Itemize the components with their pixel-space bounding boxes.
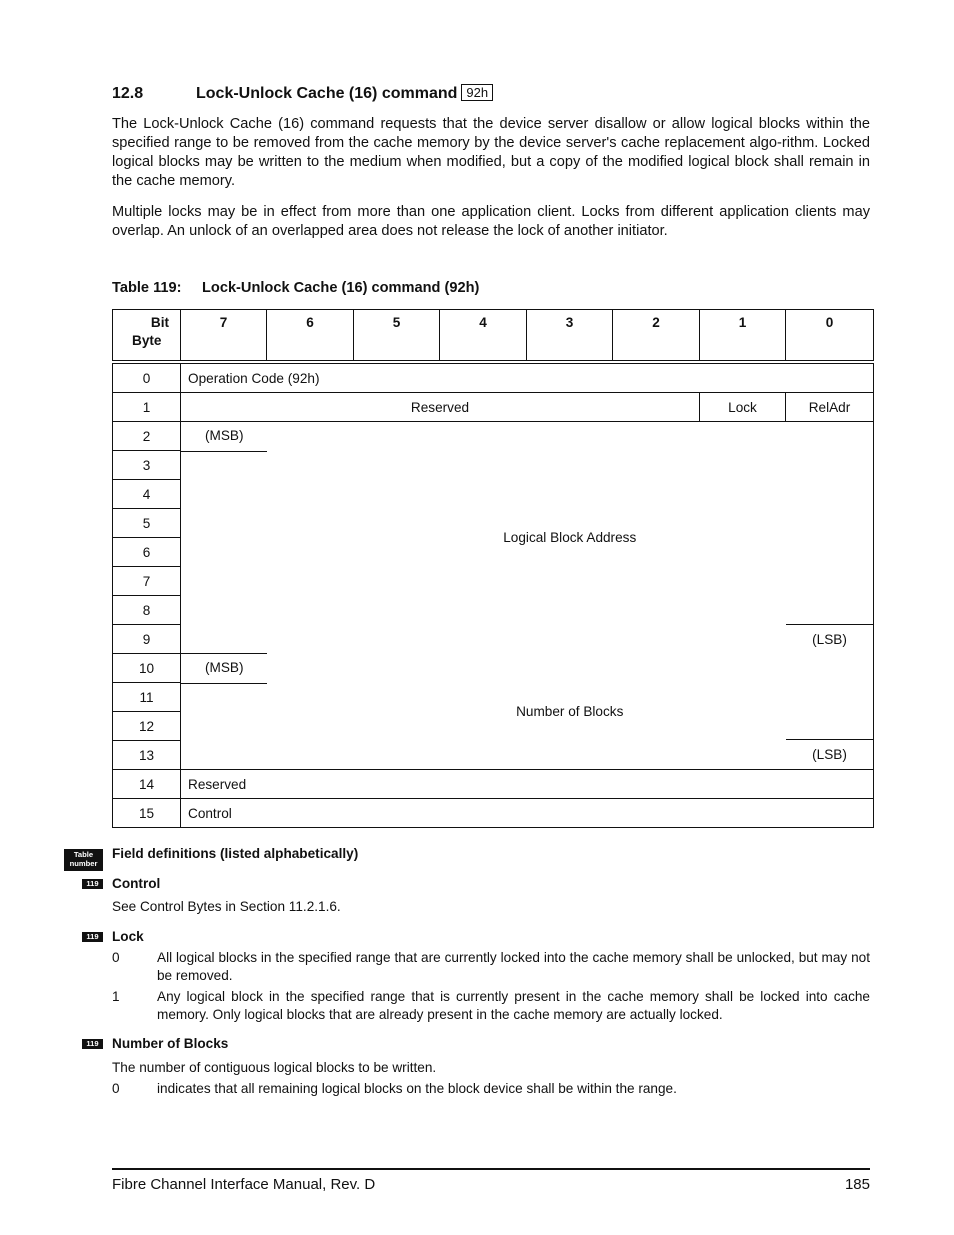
- reserved-byte-14: Reserved: [181, 770, 874, 799]
- bit-col-1: 1: [700, 310, 786, 363]
- byte-number: 3: [113, 451, 181, 480]
- byte-number: 4: [113, 480, 181, 509]
- operation-code-field: Operation Code (92h): [181, 362, 874, 393]
- bit-col-3: 3: [527, 310, 613, 363]
- cdb-table: [112, 309, 874, 828]
- bit-col-0: 0: [786, 310, 874, 363]
- table-row: [113, 654, 874, 683]
- bit-col-7: 7: [181, 310, 267, 363]
- bit-col-2: 2: [613, 310, 700, 363]
- table-row: [113, 362, 874, 393]
- byte-number: 2: [113, 422, 181, 451]
- bit-label: Bit: [150, 315, 169, 330]
- byte-number: 6: [113, 538, 181, 567]
- opcode-box: 92h: [461, 84, 493, 101]
- table-caption: [112, 280, 479, 296]
- nob-lsb-label: (LSB): [812, 747, 847, 762]
- byte-number: 13: [113, 741, 181, 770]
- lock-field: Lock: [700, 393, 786, 422]
- value-desc: All logical blocks in the specified range that are currently locked into the cache memory shall be unlocked, but may not be removed.: [157, 950, 870, 983]
- footer-rule: [112, 1168, 870, 1170]
- byte-number: 8: [113, 596, 181, 625]
- byte-number: 10: [113, 654, 181, 683]
- value-key: 1: [112, 989, 120, 1004]
- table-ref-tag: 119: [82, 879, 103, 889]
- byte-number: 11: [113, 683, 181, 712]
- table-row: [113, 770, 874, 799]
- table-row: [113, 422, 874, 451]
- table-header-row: [113, 310, 874, 363]
- number-of-blocks-label: Number of Blocks: [516, 703, 624, 719]
- reserved-field: Reserved: [181, 393, 700, 422]
- field-lock-values: [112, 949, 870, 1027]
- lba-field: [267, 422, 874, 654]
- table-ref-tag: 119: [82, 932, 103, 942]
- section-number: 12.8: [112, 85, 144, 102]
- byte-label: Byte: [132, 333, 162, 348]
- control-field: Control: [181, 799, 874, 828]
- byte-number: 15: [113, 799, 181, 828]
- lba-label: Logical Block Address: [503, 530, 637, 546]
- byte-number: 12: [113, 712, 181, 741]
- byte-number: 0: [113, 362, 181, 393]
- list-item: [112, 988, 870, 1024]
- list-item: [112, 1080, 870, 1098]
- nob-lsb-cell: [786, 739, 873, 769]
- lba-msb-cell: [181, 422, 267, 451]
- byte-number: 14: [113, 770, 181, 799]
- nob-msb-cell: [181, 654, 267, 683]
- lba-msb-label: (MSB): [205, 428, 244, 443]
- field-number-of-blocks-name: Number of Blocks: [112, 1036, 229, 1051]
- field-definitions-header: Field definitions (listed alphabetically): [112, 846, 359, 861]
- bit-col-6: 6: [267, 310, 354, 363]
- reladr-field: RelAdr: [786, 393, 874, 422]
- section-title: Lock-Unlock Cache (16) command: [196, 85, 458, 102]
- intro-paragraph: The Lock-Unlock Cache (16) command requests that the device server disallow or allow logical blocks within the specified range to be removed from the cache memory by the device server's cache replacement algo-rithm. Locked logical blocks may be written to the medium when modified, but a copy of the modified logical block shall remain in the cache memory.: [112, 116, 870, 189]
- lba-lsb-cell: [786, 624, 873, 654]
- page-number: 185: [844, 1176, 870, 1193]
- byte-number: 9: [113, 625, 181, 654]
- table-row: [113, 393, 874, 422]
- value-desc: indicates that all remaining logical blocks on the block device shall be within the range.: [157, 1081, 677, 1096]
- byte-number: 5: [113, 509, 181, 538]
- bit-col-5: 5: [354, 310, 440, 363]
- bit-byte-header: [113, 310, 181, 363]
- table-row: [113, 799, 874, 828]
- locks-paragraph: Multiple locks may be in effect from more than one application client. Locks from different application clients may overlap. An unlock of an overlapped area does not release the lock of another initiator.: [112, 204, 870, 239]
- byte-number: 7: [113, 567, 181, 596]
- value-desc: Any logical block in the specified range that is currently present in the cache memory shall be locked into cache memory. Only logical blocks that are already present in the cache memory are actually locked.: [157, 989, 870, 1022]
- bit-col-4: 4: [440, 310, 527, 363]
- byte-number: 1: [113, 393, 181, 422]
- field-number-of-blocks-desc: The number of contiguous logical blocks to be written.: [112, 1060, 437, 1075]
- field-number-of-blocks-values: [112, 1080, 870, 1101]
- nob-msb-label: (MSB): [205, 660, 244, 675]
- section-heading: [112, 84, 493, 103]
- value-key: 0: [112, 1081, 120, 1096]
- table-ref-tag: 119: [82, 1039, 103, 1049]
- field-control-name: Control: [112, 876, 161, 891]
- table-caption-title: Lock-Unlock Cache (16) command (92h): [202, 280, 480, 296]
- field-control-desc: See Control Bytes in Section 11.2.1.6.: [112, 899, 341, 914]
- list-item: [112, 949, 870, 985]
- lba-lsb-label: (LSB): [812, 631, 847, 647]
- footer-title: Fibre Channel Interface Manual, Rev. D: [112, 1176, 376, 1193]
- table-caption-label: Table 119:: [112, 280, 182, 296]
- value-key: 0: [112, 950, 120, 965]
- field-lock-name: Lock: [112, 929, 144, 944]
- number-of-blocks-field: [267, 654, 874, 770]
- table-number-tag: Table number: [64, 849, 103, 871]
